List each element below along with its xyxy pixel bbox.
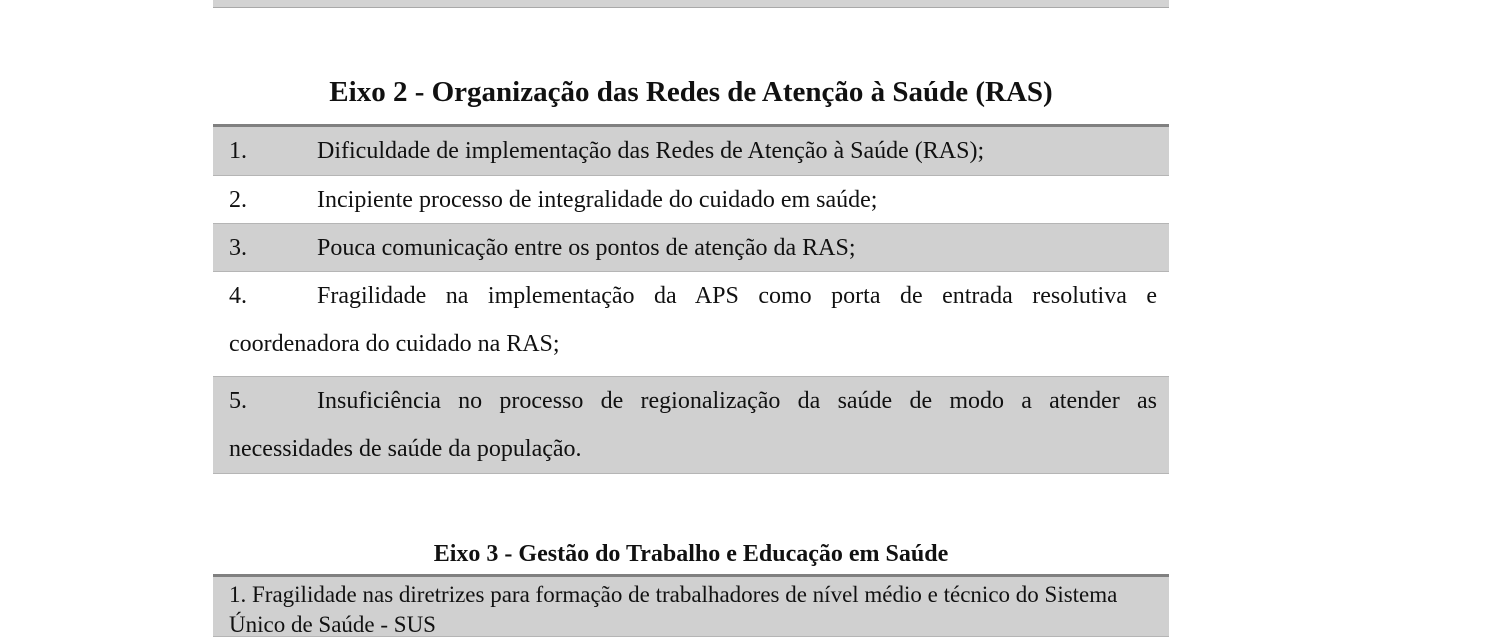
eixo2-row-1-number: 1. xyxy=(229,138,247,164)
eixo2-row-2-number: 2. xyxy=(229,187,247,213)
eixo2-row-1-text: Dificuldade de implementação das Redes de Atenção à Saúde (RAS); xyxy=(317,138,985,164)
eixo2-row-2 xyxy=(213,176,1169,224)
previous-table-bottom-band xyxy=(213,0,1169,8)
eixo2-row-3-text: Pouca comunicação entre os pontos de atenção da RAS; xyxy=(317,235,856,261)
eixo2-row-5-text: Insuficiência no processo de regionalização da saúde de modo a atender as necessidades de saúde da população. xyxy=(229,388,1157,462)
eixo3-table xyxy=(213,574,1169,637)
eixo2-row-3 xyxy=(213,224,1169,272)
eixo2-row-5-number: 5. xyxy=(229,388,247,414)
eixo2-row-4-number: 4. xyxy=(229,283,247,309)
eixo2-row-4 xyxy=(213,272,1169,377)
eixo2-row-1 xyxy=(213,127,1169,176)
eixo2-row-5 xyxy=(213,377,1169,474)
eixo2-table xyxy=(213,124,1169,474)
eixo3-row-1 xyxy=(213,577,1169,637)
eixo2-title: Eixo 2 - Organização das Redes de Atenção à Saúde (RAS) xyxy=(329,76,1053,108)
eixo2-row-2-text: Incipiente processo de integralidade do cuidado em saúde; xyxy=(317,187,878,213)
eixo2-row-3-number: 3. xyxy=(229,235,247,261)
eixo3-row-1-text: 1. Fragilidade nas diretrizes para formação de trabalhadores de nível médio e técnico do Sistema Único de Saúde - SUS xyxy=(229,582,1118,637)
eixo3-title: Eixo 3 - Gestão do Trabalho e Educação em Saúde xyxy=(433,541,949,567)
eixo2-row-4-text: Fragilidade na implementação da APS como porta de entrada resolutiva e coordenadora do cuidado na RAS; xyxy=(229,283,1157,357)
